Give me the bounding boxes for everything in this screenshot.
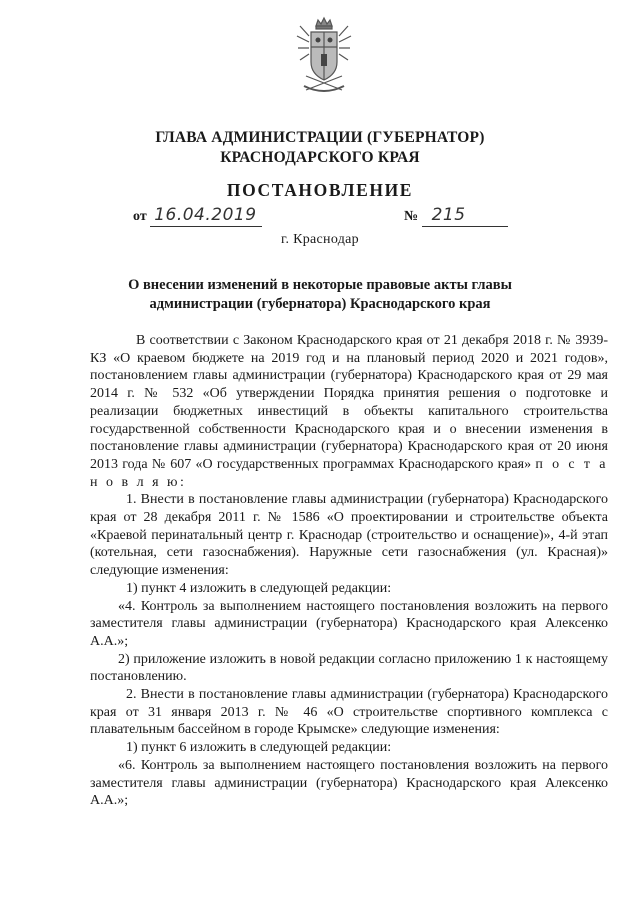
body-paragraph: 1) пункт 6 изложить в следующей редакции: (126, 740, 392, 756)
number-field (404, 205, 508, 227)
authority-title-line1: ГЛАВА АДМИНИСТРАЦИИ (ГУБЕРНАТОР) (155, 129, 485, 146)
preamble-text: В соответствии с Законом Краснодарского края от 21 декабря 2018 г. № 3939-КЗ «О краевом бюджете на 2019 год и на плановый период 2020 и 2021 годов», постановлением главы администрации (губернатора) Краснодарского края от 29 мая 2014 г. № 532 «Об утверждении Порядка принятия решения о подготовке и реализации бюджетных инвестиций в объекты капитального строительства государственной собственности Краснодарского края и о внесении изменения в постановление главы администрации (губернатора) Краснодарского края от 20 июня 2013 года № 607 «О государственных программах Краснодарского края» (90, 333, 608, 472)
document-body (90, 332, 608, 810)
subject-line2: администрации (губернатора) Краснодарского края (149, 296, 491, 312)
date-underline (150, 205, 262, 227)
city: г. Краснодар (281, 232, 359, 247)
date-field (133, 205, 262, 227)
body-paragraph: 1) пункт 4 изложить в следующей редакции: (126, 580, 392, 596)
number-label: № (404, 209, 419, 224)
authority-title-line2: КРАСНОДАРСКОГО КРАЯ (220, 149, 420, 166)
body-paragraph: «4. Контроль за выполнением настоящего постановления возложить на первого заместителя главы администрации (губернатора) Краснодарского края Алексенко А.А.»; (90, 598, 608, 649)
date-value: 16.04.2019 (154, 205, 257, 225)
document-subject (0, 276, 640, 314)
number-underline (422, 205, 508, 227)
resolve-phrase: п о с т а н о в л я ю: (90, 456, 608, 490)
body-paragraph: 1. Внести в постановление главы администрации (губернатора) Краснодарского края от 28 декабря 2011 г. № 1586 «О проектировании и строительстве объекта «Краевой перинатальный центр г. Краснодар (строительство и оснащение)», 4-й этап (котельная, сети газоснабжения). Наружные сети газоснабжения (ул. Красная)» следующие изменения: (90, 492, 608, 579)
body-paragraph: 2. Внести в постановление главы администрации (губернатора) Краснодарского края от 31 января 2013 г. № 46 «О строительстве спортивного комплекса с плавательным бассейном в городе Крымске» следующие изменения: (90, 687, 608, 738)
body-paragraph: «6. Контроль за выполнением настоящего постановления возложить на первого заместителя главы администрации (губернатора) Краснодарского края Алексенко А.А.»; (90, 757, 608, 809)
document-type: ПОСТАНОВЛЕНИЕ (226, 180, 414, 200)
body-paragraph (90, 332, 608, 491)
date-label: от (133, 209, 147, 224)
number-value: 215 (431, 205, 466, 225)
body-paragraph: 2) приложение изложить в новой редакции согласно приложению 1 к настоящему постановлению. (90, 651, 608, 685)
subject-line1: О внесении изменений в некоторые правовые акты главы (128, 277, 512, 293)
coat-of-arms-icon (294, 16, 354, 98)
